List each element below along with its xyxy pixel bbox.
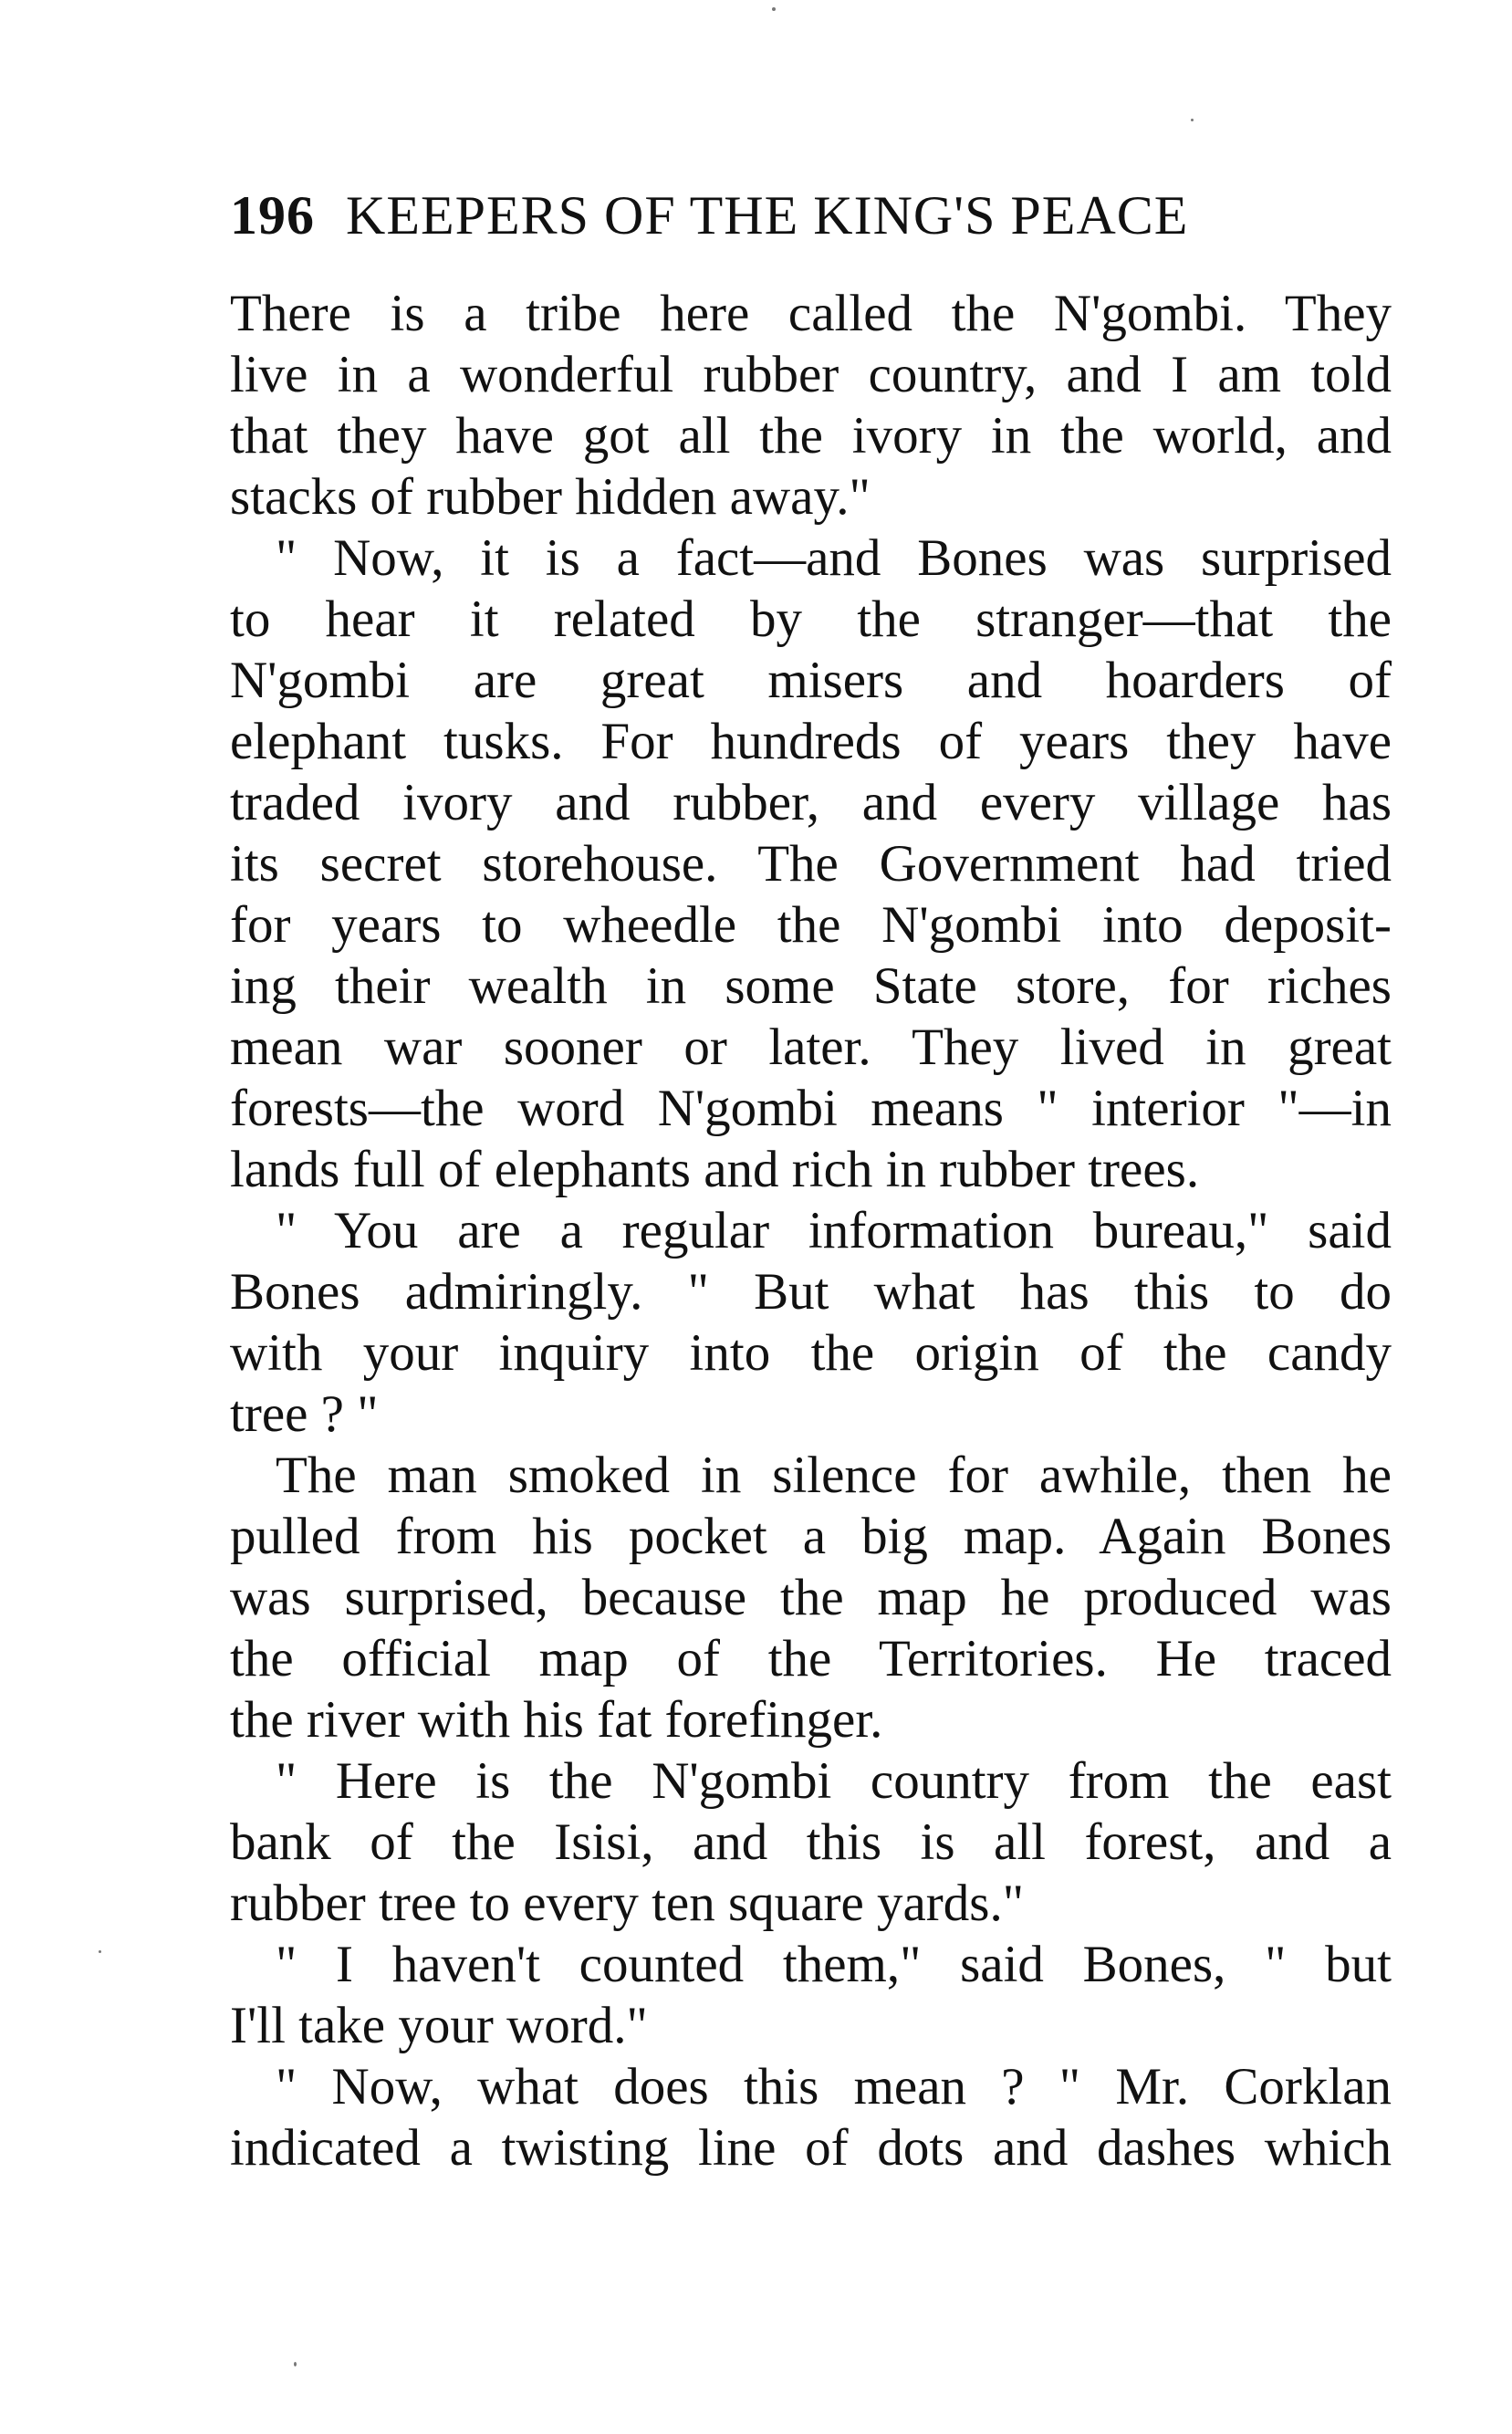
text-line: Bones admiringly. " But what has this to do xyxy=(230,1263,1392,1321)
scan-speck xyxy=(772,7,776,11)
text-line: I'll take your word." xyxy=(230,1997,648,2054)
text-line: The man smoked in silence for awhile, then he xyxy=(276,1447,1392,1504)
scan-speck xyxy=(294,2362,297,2366)
text-line: the river with his fat forefinger. xyxy=(230,1691,883,1749)
text-line: its secret storehouse. The Government had tried xyxy=(230,835,1392,893)
text-line: for years to wheedle the N'gombi into deposit- xyxy=(230,896,1392,954)
text-line: forests—the word N'gombi means " interior "—in xyxy=(230,1080,1392,1137)
text-line: was surprised, because the map he produced was xyxy=(230,1569,1392,1626)
scan-speck xyxy=(99,1950,101,1953)
text-line: " I haven't counted them," said Bones, " but xyxy=(276,1936,1392,1993)
text-line: stacks of rubber hidden away." xyxy=(230,468,871,526)
running-title: KEEPERS OF THE KING'S PEACE xyxy=(346,185,1189,245)
text-line: N'gombi are great misers and hoarders of xyxy=(230,652,1392,709)
text-line: elephant tusks. For hundreds of years they have xyxy=(230,713,1392,770)
scan-speck xyxy=(1191,119,1194,121)
text-line: pulled from his pocket a big map. Again Bones xyxy=(230,1508,1392,1565)
running-header xyxy=(230,179,1361,252)
text-line: " Now, what does this mean ? " Mr. Corklan xyxy=(276,2058,1392,2115)
text-line: live in a wonderful rubber country, and I am told xyxy=(230,346,1392,403)
page-number: 196 xyxy=(230,185,315,245)
text-line: " You are a regular information bureau," said xyxy=(276,1202,1392,1259)
text-line: to hear it related by the stranger—that the xyxy=(230,590,1392,648)
text-line: that they have got all the ivory in the world, and xyxy=(230,407,1392,465)
text-line: traded ivory and rubber, and every village has xyxy=(230,774,1392,831)
text-line: lands full of elephants and rich in rubber trees. xyxy=(230,1141,1200,1198)
text-line: mean war sooner or later. They lived in great xyxy=(230,1019,1392,1076)
text-line: rubber tree to every ten square yards." xyxy=(230,1875,1024,1932)
text-line: " Now, it is a fact—and Bones was surprised xyxy=(276,529,1392,587)
text-line: There is a tribe here called the N'gombi. They xyxy=(230,285,1392,342)
text-line: ing their wealth in some State store, for riches xyxy=(230,957,1392,1015)
text-line: bank of the Isisi, and this is all forest, and a xyxy=(230,1813,1392,1871)
body-text xyxy=(230,283,1392,2178)
text-line: tree ? " xyxy=(230,1385,379,1443)
text-line: indicated a twisting line of dots and dashes which xyxy=(230,2119,1392,2177)
text-line: " Here is the N'gombi country from the east xyxy=(276,1752,1392,1810)
text-line: with your inquiry into the origin of the candy xyxy=(230,1324,1392,1382)
text-line: the official map of the Territories. He traced xyxy=(230,1630,1392,1687)
